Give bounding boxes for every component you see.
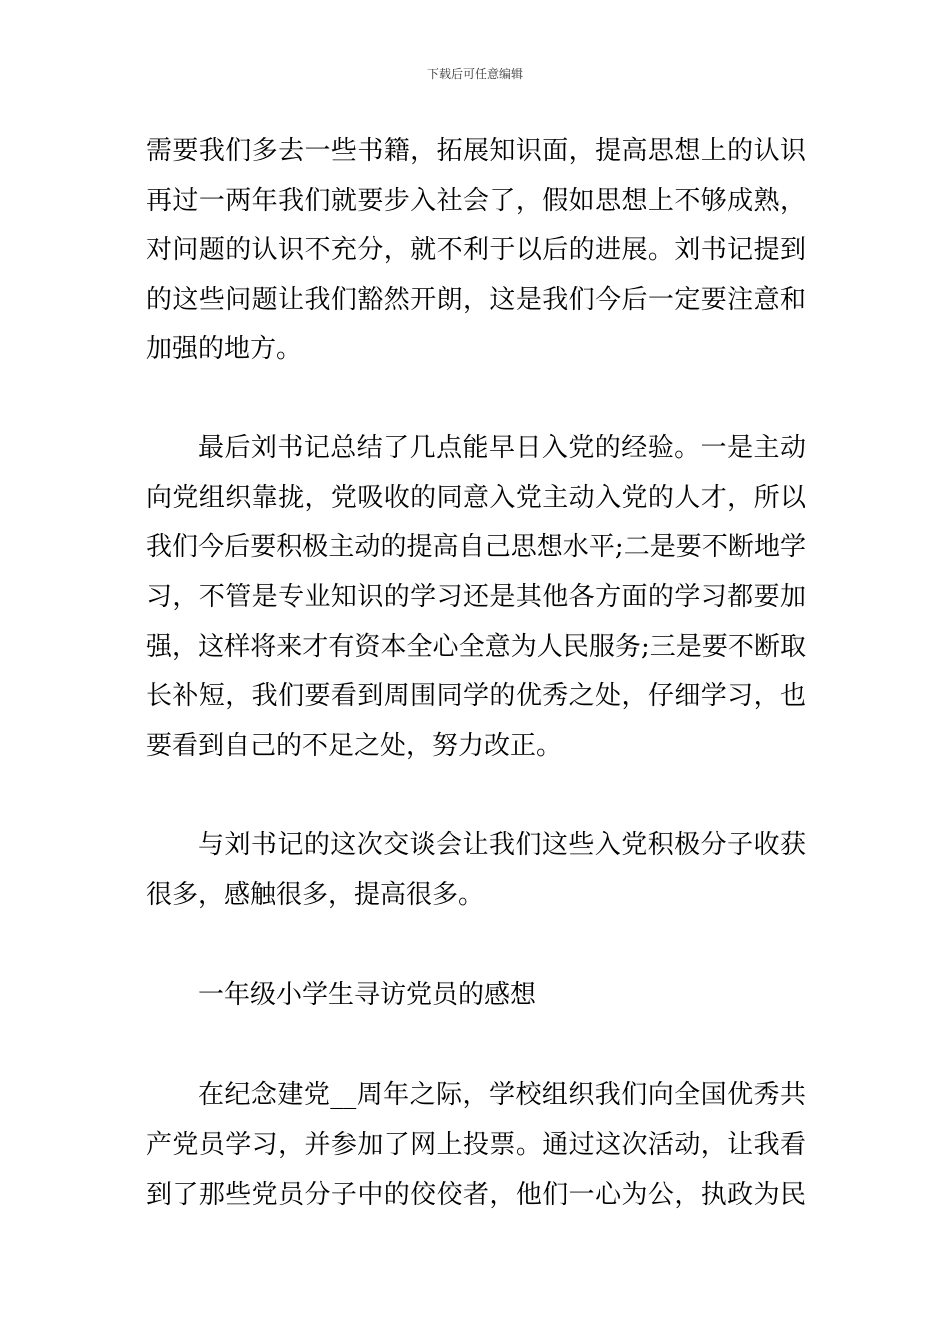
text-line: 的这些问题让我们豁然开朗，这是我们今后一定要注意和	[146, 285, 806, 315]
text-line: 到了那些党员分子中的佼佼者，他们一心为公，执政为民	[146, 1180, 806, 1210]
text-line: 很多，感触很多，提高很多。	[146, 880, 485, 910]
text-line: 习，不管是专业知识的学习还是其他各方面的学习都要加	[146, 582, 806, 612]
text-line: 向党组织靠拢，党吸收的同意入党主动入党的人才，所以	[146, 483, 806, 513]
page-header: 下载后可任意编辑	[426, 67, 523, 81]
text-line: 与刘书记的这次交谈会让我们这些入党积极分子收获	[198, 830, 806, 860]
section-heading: 一年级小学生寻访党员的感想	[198, 980, 537, 1010]
text-line: 产党员学习，并参加了网上投票。通过这次活动，让我看	[146, 1130, 806, 1160]
text-line: 长补短，我们要看到周围同学的优秀之处，仔细学习，也	[146, 681, 806, 711]
text-line: 要看到自己的不足之处，努力改正。	[146, 731, 563, 761]
text-line: 最后刘书记总结了几点能早日入党的经验。一是主动	[198, 433, 806, 463]
text-line: 加强的地方。	[146, 334, 303, 364]
text-line: 再过一两年我们就要步入社会了，假如思想上不够成熟，	[146, 186, 806, 216]
text-line: 强，这样将来才有资本全心全意为人民服务;三是要不断取	[146, 632, 806, 662]
text-line: 需要我们多去一些书籍，拓展知识面，提高思想上的认识	[146, 136, 806, 166]
text-line: 在纪念建党__周年之际，学校组织我们向全国优秀共	[198, 1080, 806, 1110]
text-line: 对问题的认识不充分，就不利于以后的进展。刘书记提到	[146, 235, 806, 265]
text-line: 我们今后要积极主动的提高自己思想水平;二是要不断地学	[146, 532, 806, 562]
